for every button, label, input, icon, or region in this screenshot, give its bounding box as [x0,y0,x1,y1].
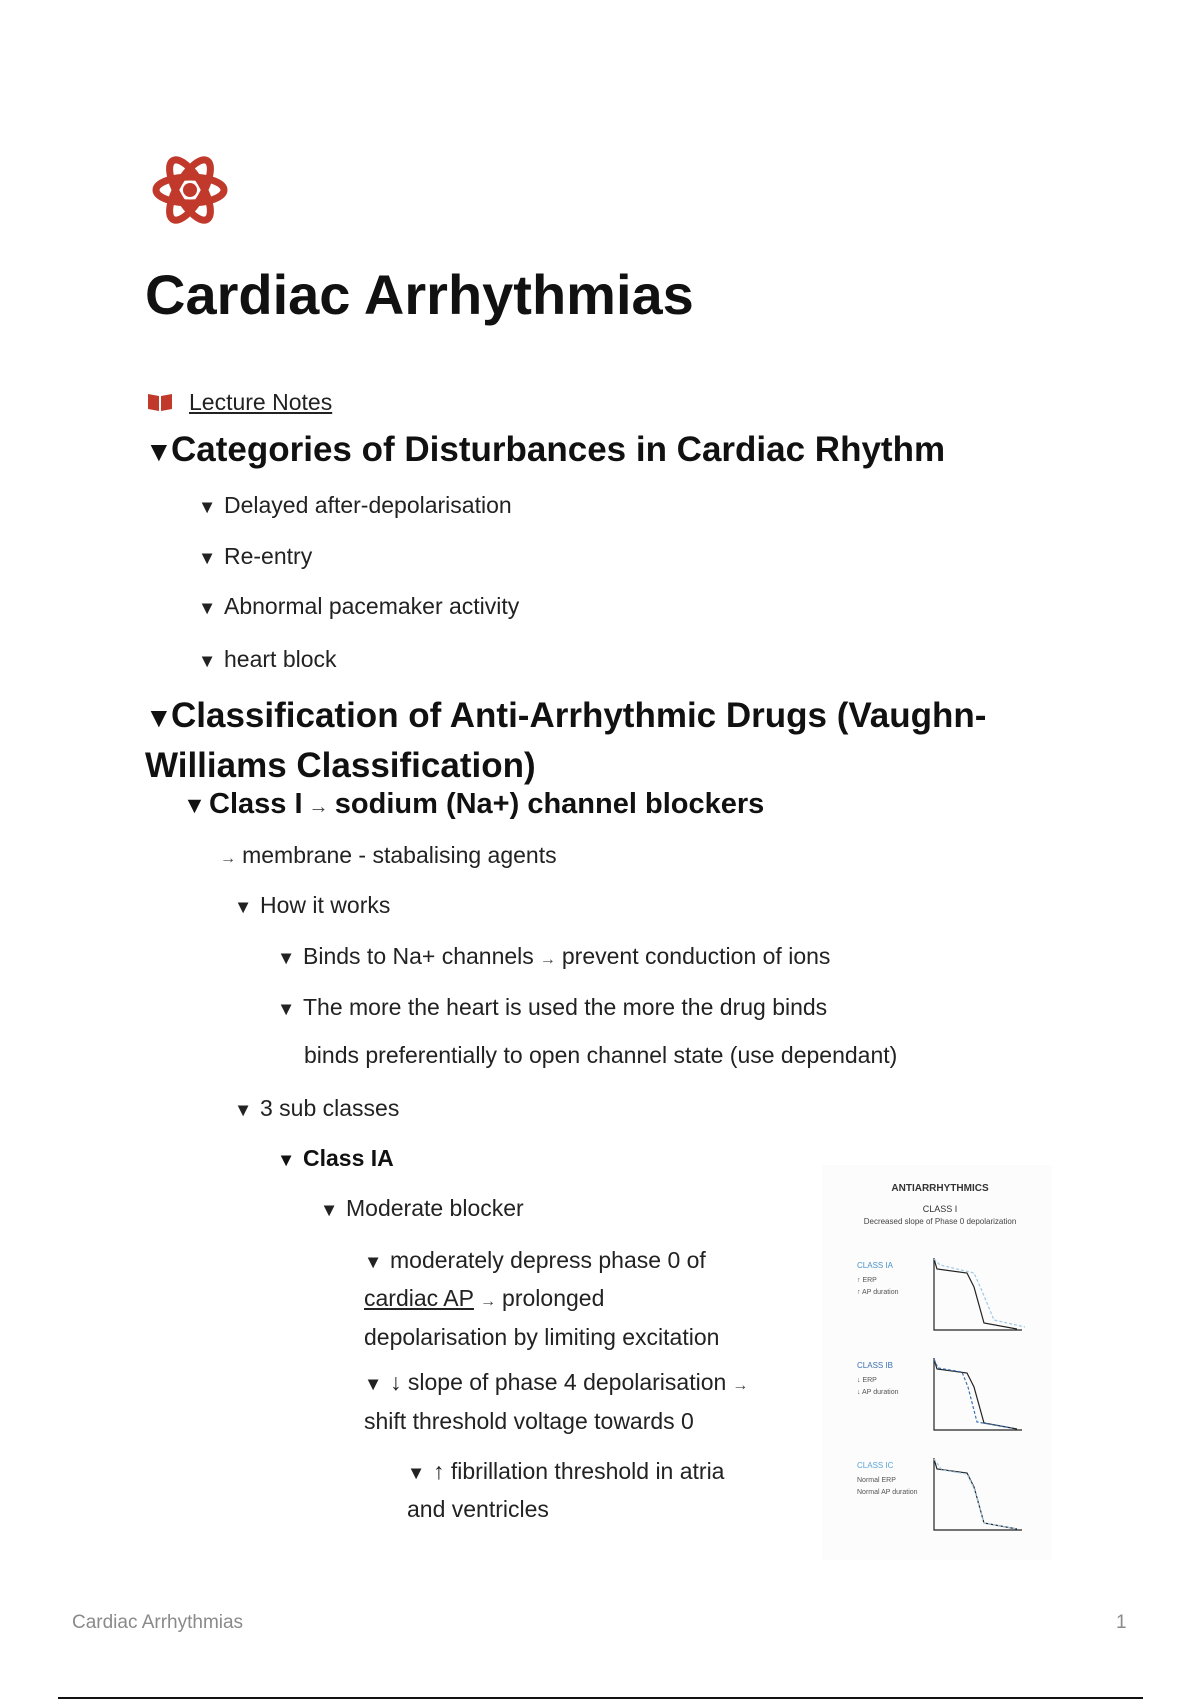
footer-title: Cardiac Arrhythmias [72,1612,244,1633]
toggle-triangle-icon[interactable]: ▼ [320,1199,339,1220]
toggle-label-cont: and ventricles [407,1496,549,1522]
toggle-label: Re-entry [224,543,313,569]
section-heading-text: Categories of Disturbances in Cardiac Rhythm [171,430,946,469]
section-categories-heading[interactable] [145,426,945,476]
toggle-item-pacemaker[interactable] [198,588,519,626]
toggle-triangle-icon[interactable]: ▼ [198,547,217,568]
toggle-label: heart block [224,646,337,672]
lecture-notes-link[interactable]: Lecture Notes [189,389,333,415]
class-label: Class I [209,788,303,820]
figure-title: ANTIARRHYTHMICS [891,1183,989,1194]
toggle-label-cont: depolarisation by limiting excitation [364,1324,720,1350]
toggle-how-it-works[interactable] [234,887,390,925]
section-classification-heading[interactable] [145,692,1065,790]
toggle-use-dependent[interactable] [277,989,827,1027]
toggle-class-ia[interactable] [277,1145,394,1172]
panel-line1: ↓ ERP [857,1377,877,1384]
arrow-icon: → [732,1376,749,1394]
panel-class-ia [857,1258,1025,1330]
section-heading-text: Classification of Anti-Arrhythmic Drugs (Vaughn- [171,696,987,735]
toggle-triangle-icon[interactable]: ▼ [234,1099,253,1120]
toggle-triangle-icon[interactable]: ▼ [277,998,296,1019]
ap-curve-drug [934,1259,1025,1327]
book-icon [147,391,173,413]
toggle-label-cont: prolonged [502,1285,605,1311]
toggle-triangle-icon[interactable]: ▼ [277,1149,296,1170]
panel-name: CLASS IC [857,1461,894,1470]
use-dependent-detail: binds preferentially to open channel state (use dependant) [304,1042,898,1068]
toggle-triangle-icon[interactable]: ▼ [364,1251,383,1272]
panel-line2: Normal AP duration [857,1489,918,1496]
toggle-triangle-icon[interactable]: ▼ [198,650,217,671]
toggle-label-cont: shift threshold voltage towards 0 [364,1408,694,1434]
toggle-triangle-icon[interactable]: ▼ [277,947,296,968]
toggle-item-reentry[interactable] [198,538,312,576]
toggle-triangle-icon[interactable]: ▼ [145,702,173,733]
arrow-icon: → [220,849,237,867]
toggle-phase0[interactable] [364,1242,784,1355]
axis-line [934,1458,1022,1530]
toggle-label-cont: prevent conduction of ions [561,943,831,969]
cardiac-ap-link[interactable]: cardiac AP [364,1285,474,1311]
toggle-triangle-icon[interactable]: ▼ [198,496,217,517]
toggle-label: ↓ slope of phase 4 depolarisation [390,1369,727,1395]
toggle-label: 3 sub classes [260,1095,400,1121]
arrow-icon: → [479,1292,497,1310]
toggle-label: Delayed after-depolarisation [224,492,512,518]
page-title: Cardiac Arrhythmias [145,263,694,326]
toggle-binds-na[interactable] [277,938,830,977]
toggle-item-heart-block[interactable] [198,641,337,679]
figure-caption: Decreased slope of Phase 0 depolarization [863,1217,1017,1226]
ap-curve-drug [934,1359,1012,1428]
lecture-notes-link-row[interactable] [147,384,332,420]
arrow-icon: → [539,950,556,968]
toggle-moderate-blocker[interactable] [320,1190,524,1228]
ap-curve-drug [934,1459,1017,1529]
ap-curve-normal [934,1259,1017,1329]
panel-name: CLASS IA [857,1261,894,1270]
toggle-triangle-icon[interactable]: ▼ [145,436,173,467]
atom-icon [150,150,230,230]
toggle-phase4[interactable] [364,1364,794,1439]
toggle-triangle-icon[interactable]: ▼ [234,896,253,917]
toggle-label: moderately depress phase 0 of [390,1247,706,1273]
panel-line1: Normal ERP [857,1477,896,1484]
toggle-label: ↑ fibrillation threshold in atria [433,1458,725,1484]
axis-line [934,1358,1022,1430]
panel-line1: ↑ ERP [857,1277,877,1284]
panel-line2: ↑ AP duration [857,1289,899,1296]
axis-line [934,1258,1022,1330]
panel-name: CLASS IB [857,1361,894,1370]
arrow-icon: → [308,796,329,818]
toggle-label: Binds to Na+ channels [303,943,534,969]
antiarrhythmics-figure [822,1165,1052,1560]
panel-class-ib [857,1358,1022,1430]
class-i-note [220,837,557,876]
figure-subtitle: CLASS I [922,1204,958,1214]
toggle-sub-classes[interactable] [234,1090,399,1128]
class-i-heading[interactable] [183,788,764,821]
toggle-fibrillation[interactable] [407,1453,767,1527]
toggle-label: The more the heart is used the more the drug binds [303,994,828,1020]
class-description: sodium (Na+) channel blockers [334,788,765,820]
footer-divider [58,1697,1143,1699]
toggle-triangle-icon[interactable]: ▼ [407,1462,426,1483]
toggle-item-delayed[interactable] [198,487,512,525]
toggle-label: Class IA [303,1145,394,1171]
section-heading-text-cont: Williams Classification) [145,746,536,785]
toggle-label: Moderate blocker [346,1195,524,1221]
toggle-triangle-icon[interactable]: ▼ [183,792,206,818]
panel-line2: ↓ AP duration [857,1389,899,1396]
note-text: membrane - stabalising agents [242,842,557,868]
panel-class-ic [857,1458,1022,1530]
toggle-label: Abnormal pacemaker activity [224,593,520,619]
toggle-label: How it works [260,892,391,918]
page-number: 1 [1116,1612,1127,1633]
toggle-triangle-icon[interactable]: ▼ [364,1373,383,1394]
toggle-triangle-icon[interactable]: ▼ [198,597,217,618]
